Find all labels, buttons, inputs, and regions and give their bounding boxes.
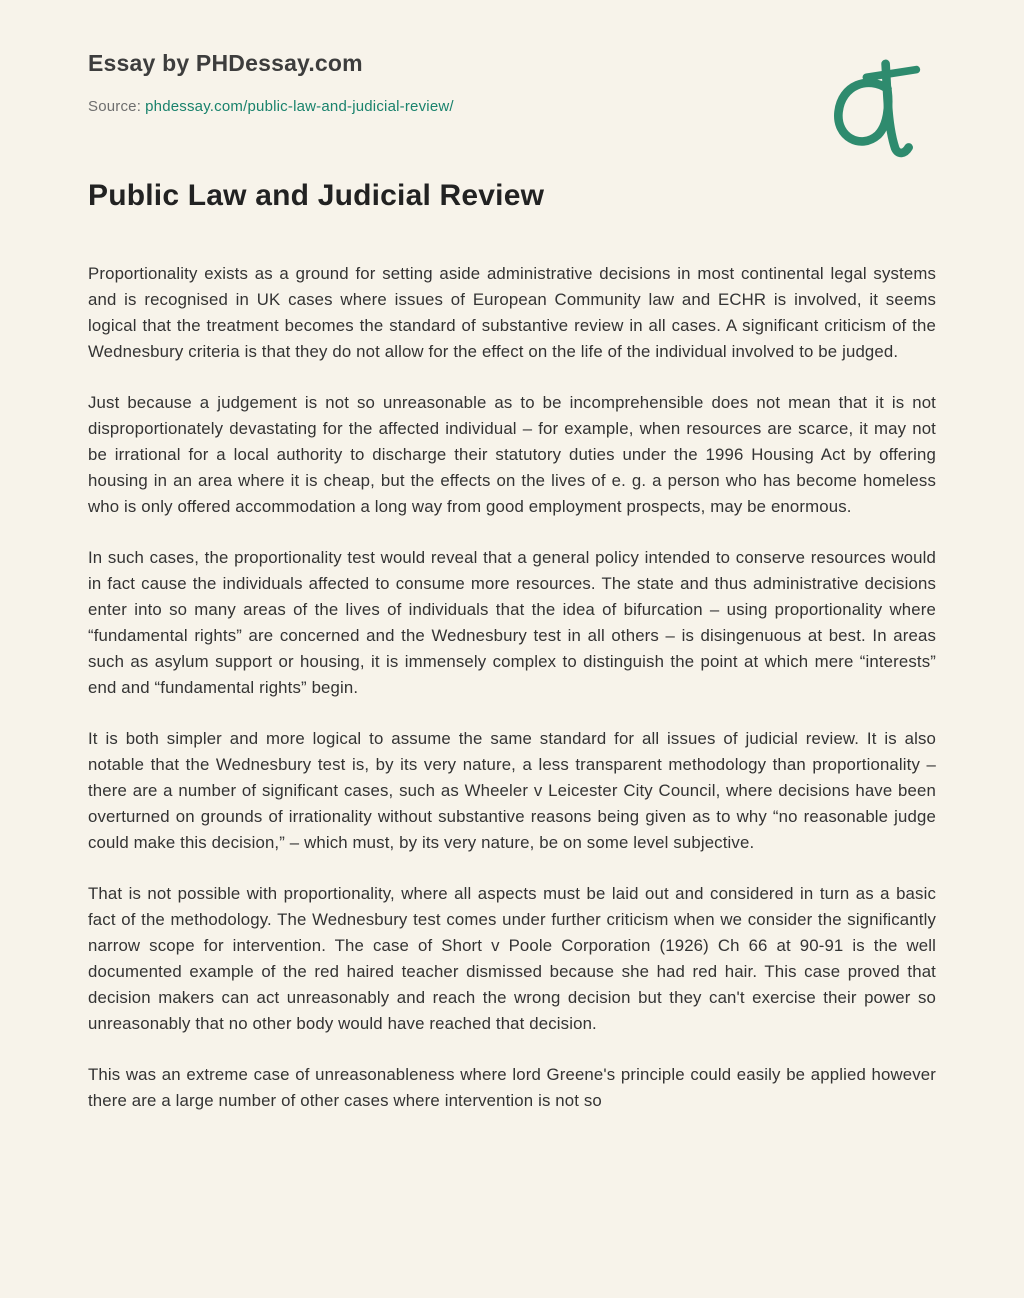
essay-paragraph: This was an extreme case of unreasonableness where lord Greene's principle could easily be applied however there are a large number of other cases where intervention is not so — [88, 1065, 936, 1110]
page-title: Public Law and Judicial Review — [88, 179, 545, 212]
page-header — [88, 50, 936, 115]
essay-body — [88, 261, 936, 1114]
essay-paragraph: In such cases, the proportionality test would reveal that a general policy intended to conserve resources would in fact cause the individuals affected to consume more resources. The state and thus administrative decisions enter into so many areas of the lives of individuals that the idea of bifurcation – using proportionality where “fundamental rights” are concerned and the Wednesbury test in all others – is disingenuous at best. In areas such as asylum support or housing, it is immensely complex to distinguish the point at which mere “interests” end and “fundamental rights” begin. — [88, 548, 936, 697]
essay-paragraph: That is not possible with proportionality, where all aspects must be laid out and considered in turn as a basic fact of the methodology. The Wednesbury test comes under further criticism when we consider the significantly narrow scope for intervention. The case of Short v Poole Corporation (1926) Ch 66 at 90-91 is the well documented example of the red haired teacher dismissed because she had red hair. This case proved that decision makers can act unreasonably and reach the wrong decision but they can't exercise their power so unreasonably that no other body would have reached that decision. — [88, 884, 936, 1033]
source-link[interactable]: phdessay.com/public-law-and-judicial-review/ — [145, 98, 454, 115]
source-label: Source: — [88, 98, 142, 115]
a-plus-logo-icon — [828, 56, 924, 162]
essay-paragraph: Just because a judgement is not so unreasonable as to be incomprehensible does not mean that it is not disproportionately devastating for the affected individual – for example, when resources are scarce, it may not be irrational for a local authority to discharge their statutory duties under the 1996 Housing Act by offering housing in an area where it is cheap, but the effects on the lives of e. g. a person who has become homeless who is only offered accommodation a long way from good employment prospects, may be enormous. — [88, 393, 936, 516]
source-line — [88, 98, 936, 115]
essay-paragraph: It is both simpler and more logical to assume the same standard for all issues of judicial review. It is also notable that the Wednesbury test is, by its very nature, a less transparent methodology than proportionality – there are a number of significant cases, such as Wheeler v Leicester City Council, where decisions have been overturned on grounds of irrationality without substantive reasons being given as to why “no reasonable judge could make this decision,” – which must, by its very nature, be on some level subjective. — [88, 729, 936, 852]
byline: Essay by PHDessay.com — [88, 50, 363, 76]
essay-paragraph: Proportionality exists as a ground for setting aside administrative decisions in most continental legal systems and is recognised in UK cases where issues of European Community law and ECHR is involved, it seems logical that the treatment becomes the standard of substantive review in all cases. A significant criticism of the Wednesbury criteria is that they do not allow for the effect on the life of the individual involved to be judged. — [88, 264, 936, 361]
